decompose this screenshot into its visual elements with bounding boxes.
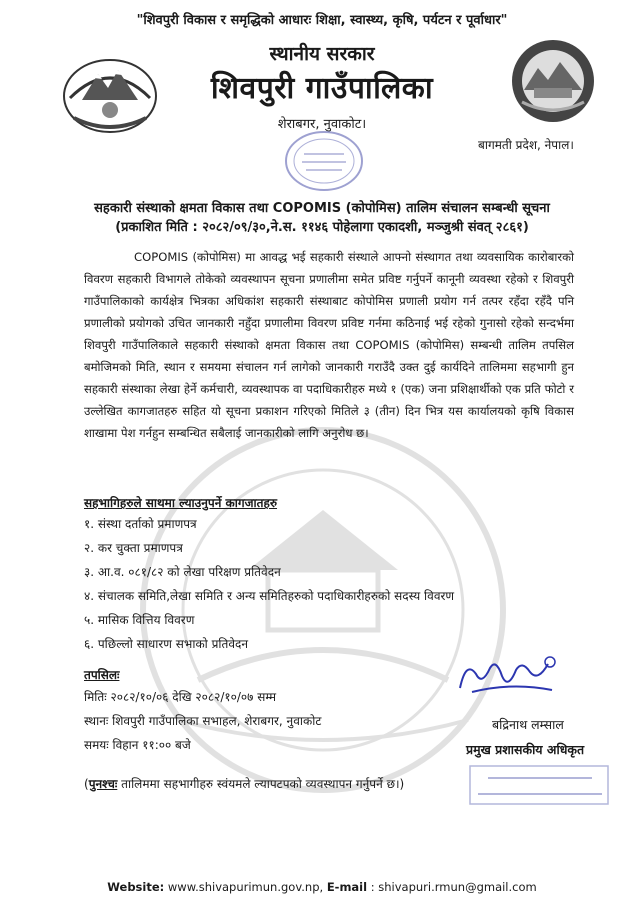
municipality-address: शेराबगर, नुवाकोट।	[277, 117, 367, 132]
email-link[interactable]: : shivapuri.rmun@gmail.com	[370, 880, 537, 894]
municipality-seal-logo	[510, 38, 596, 124]
signature-image	[452, 652, 560, 700]
documents-heading: सहभागिहरुले साथमा ल्याउनुपर्ने कागजातहरु	[84, 496, 278, 510]
website-label: Website:	[107, 880, 165, 894]
signatory-designation: प्रमुख प्रशासकीय अधिकृत	[466, 742, 585, 757]
notice-title: सहकारी संस्थाको क्षमता विकास तथा COPOMIS (कोपोमिस) तालिम संचालन सम्बन्धी सूचना	[94, 201, 550, 216]
document-item: २. कर चुक्ता प्रमाणपत्र	[84, 541, 183, 555]
email-label: E-mail	[326, 880, 368, 894]
training-venue: स्थानः शिवपुरी गाउँपालिका सभाहल, शेराबगर, नुवाकोट	[84, 714, 322, 728]
province-label: बागमती प्रदेश, नेपाल।	[478, 138, 574, 152]
municipality-name: शिवपुरी गाउँपालिका	[210, 71, 434, 106]
publish-date: (प्रकाशित मिति : २०८२/०९/३०,ने.स. ११४६ पोहेलागा एकादशी, मञ्जुश्री संवत्‌ २८६१)	[115, 220, 529, 235]
signatory-name: बद्रिनाथ लम्साल	[492, 717, 564, 732]
footer-contact	[0, 880, 644, 894]
training-time: समयः विहान ११:०० बजे	[84, 738, 191, 752]
postscript-note: (पुनश्चः तालिममा सहभागीहरु स्वंयमले ल्यापटपको व्यवस्थापन गर्नुपर्ने छ।)	[84, 777, 405, 791]
office-stamp	[282, 128, 366, 194]
document-item: ३. आ.व. ०८१/८२ को लेखा परिक्षण प्रतिवेदन	[84, 565, 281, 579]
training-date: मितिः २०८२/१०/०६ देखि २०८२/१०/०७ सम्म	[84, 690, 277, 704]
signatory-stamp	[464, 762, 614, 808]
motto: "शिवपुरी विकास र समृद्धिको आधारः शिक्षा, स्वास्थ्य, कृषि, पर्यटन र पूर्वाधार"	[136, 13, 508, 28]
document-item: ४. संचालक समिति,लेखा समिति र अन्य समितिहरुको पदाधिकारीहरुको सदस्य विवरण	[84, 589, 455, 603]
document-item: ६. पछिल्लो साधारण सभाको प्रतिवेदन	[84, 637, 249, 651]
document-item: ५. मासिक वित्तिय विवरण	[84, 613, 195, 627]
notice-body: COPOMIS (कोपोमिस) मा आवद्ध भई सहकारी संस्थाले आफ्नो संस्थागत तथा व्यवसायिक कारोबारको विवरण सहकारी विभागले तोकेको व्यवस्थापन सूचना प्रणालीमा समेत प्रविष्ट गर्नुपर्ने कानूनी व्यवस्था रहेको र शिवपुरी गाउँपालिकाको कार्यक्षेत्र भित्रका अधिकांश सहकारी संस्थाबाट कोपोमिस प्रणाली प्रयोग गर्न तत्पर रहँदा रहँदै पनि प्रणालीको प्रयोगको उचित जानकारी नहुँदा प्रणालीमा विवरण प्रविष्ट गर्नमा कठिनाई भई रहेको गुनासो रहेको सन्दर्भमा शिवपुरी गाउँपालिकाले सहकारी संस्थाको क्षमता विकास तथा COPOMIS (कोपोमिस) सम्बन्धी तालिम तपसिल बमोजिमको मिति, स्थान र समयमा संचालन गर्न लागेको जानकारी गराउँदै उक्त दुई कार्यदिने तालिममा सहभागी हुन सहकारी संस्थाका लेखा हेर्ने कर्मचारी, व्यवस्थापक वा पदाधिकारीहरु मध्ये १ (एक) जना प्रशिक्षार्थीको एक प्रति फोटो र उल्लेखित कागजातहरु सहित यो सूचना प्रकाशन गरिएको मितिले ३ (तीन) दिन भित्र यस कार्यालयको कृषि विकास शाखामा पेश गर्नहुन सम्बन्धित सबैलाई जानकारीको लागि अनुरोध छ।	[84, 250, 574, 440]
details-heading: तपसिलः	[84, 668, 120, 682]
documents-list	[84, 512, 454, 656]
document-item: १. संस्था दर्ताको प्रमाणपत्र	[84, 517, 197, 531]
postscript-label: पुनश्चः	[88, 777, 118, 791]
government-level-heading: स्थानीय सरकार	[269, 43, 375, 65]
postscript-text: तालिममा सहभागीहरु स्वंयमले ल्यापटपको व्यवस्थापन गर्नुपर्ने छ।)	[117, 777, 405, 791]
website-link[interactable]: www.shivapurimun.gov.np,	[167, 880, 324, 894]
